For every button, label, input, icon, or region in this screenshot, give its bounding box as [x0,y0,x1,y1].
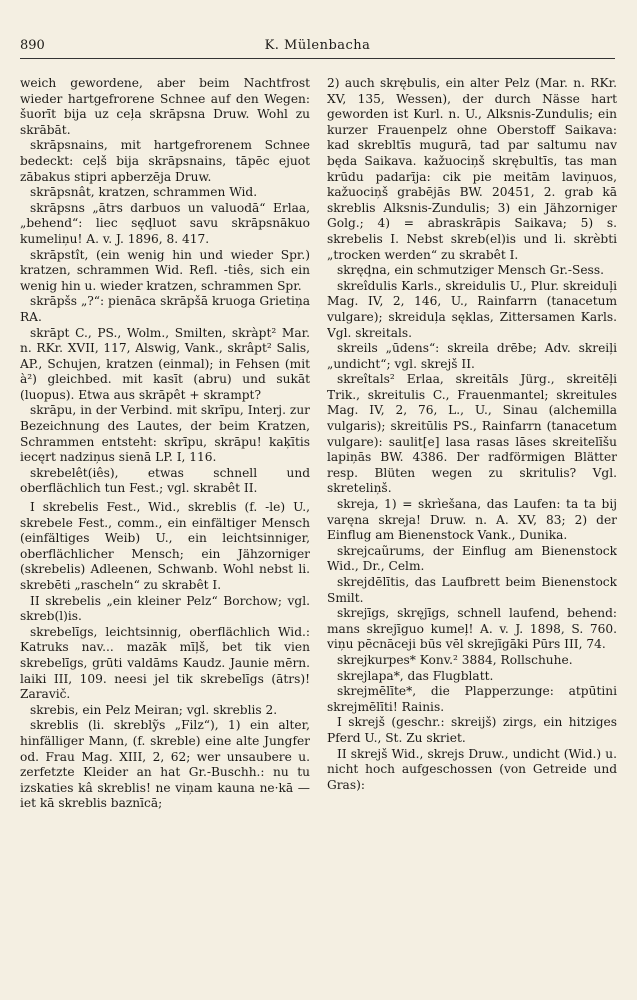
entry-continuation: weich gewordene, aber beim Nachtfrost wieder hartgefrorene Schnee auf den Wegen: šuorīt bija uz ceļa skrāpsna Druw. Wohl zu skrābāt. [20,76,310,137]
entry-skrejlapa: skrejlapa*, das Flugblatt. [337,668,494,683]
entry-skrejdelitis: skrejdēlītis, das Laufbrett beim Bienenstock Smilt. [327,575,617,605]
entry-skrapu: skrāpu, in der Verbind. mit skrīpu, Interj. zur Bezeichnung des Lautes, der beim Kratzen, Schrammen entsteht: skrīpu, skrāpu! kaķītis iecęrt nadziņus sienā LP. I, 116. [20,403,310,465]
entry-skreidulis: skreîdulis Karls., skreidulis U., Plur. skreiduļi Mag. IV, 2, 146, U., Rainfarrn (tanacetum vulgare); skreiduļa sęklas, Zittersamen Karls. Vgl. skreitals. [327,278,617,340]
entry-skrejkurpes: skrejkurpes* Konv.² 3884, Rollschuhe. [337,652,573,667]
entry-skrapt: skrāpt C., PS., Wolm., Smilten, skràpt² Mar. n. RKr. XVII, 117, Alswig, Vank., skrâpt² Salis, AP., Schujen, kratzen (einmal); in Fehsen (mit à²) gleichbed. mit kasīt (abru) und sukāt (luopus). Etwa aus skrāpêt + skrampt? [20,325,310,402]
entry-skrejcaurums: skrejcaũrums, der Einflug am Bienenstock Wid., Dr., Celm. [327,543,617,574]
entry-skrebelet: skrebelêt(iês), etwas schnell und oberflächlich tun Fest.; vgl. skrabêt II. [20,465,310,496]
entry-skrapsnains: skrāpsnains, mit hartgefrorenem Schnee bedeckt: ceļš bija skrāpsnains, tāpēc ejuot zābakus stipri apberzēja Druw. [20,138,310,184]
entry-skredna: skręḑna, ein schmutziger Mensch Gr.-Sess. [337,263,604,278]
entry-skrapstit: skrāpstît, (ein wenig hin und wieder Spr.) kratzen, schrammen Wid. Refl. -tiês, sich ein wenig hin u. wieder kratzen, schrammen Spr. [20,247,310,293]
entry-skreils: skreils „ūdens“: skreila drēbe; Adv. skreiļi „undicht“; vgl. skrejš II. [327,341,617,371]
right-column [327,76,617,976]
entry-skrapsnat: skrāpsnât, kratzen, schrammen Wid. [30,185,258,200]
entry-skrejmelite: skrejmēlīte*, die Plapperzunge: atpūtini skrejmēlīti! Rainis. [327,684,617,714]
entry-skrebis: skrebis, ein Pelz Meiran; vgl. skreblis 2. [30,702,278,717]
running-title: K. Mülenbacha [264,38,371,53]
page-number: 890 [20,38,45,53]
left-column [20,76,310,976]
entry-skreitals: skreîtals² Erlaa, skreitāls Jürg., skreitēļi Trik., skreitulis C., Frauenmantel; skreitules Mag. IV, 2, 76, L., U., Sinau (alchemilla vulgaris); skreitūlis PS., Rainfarrn (tanacetum vulgare): saulit[e] lasa rasas lāses skreitelīšu lapiņās BW. 4386. Der radförmigen Blätter resp. Blüten wegen zu skritulis? Vgl. skreteliņš. [327,372,617,496]
entry-continuation: 2) auch skrębulis, ein alter Pelz (Mar. n. RKr. XV, 135, Wessen), der durch Nässe hart geworden ist Kurl. n. U., Alksnis-Zundulis; ein kurzer Frauenpelz ohne Oberstoff Saikava: kad skrebltīs mugurā, tad par saltumu nav będa Saikava. kažuociņš skrębultīs, tas man krūdu padarīja: cik pie meitām laviņuos, kažuociņš grabējās BW. 20451, 2. grab kā skreblis Alksnis-Zundulis; 3) ein Jähzorniger Golg.; 4) = abraskrāpis Saikava; 5) s. skrebelis I. Nebst skreb(el)is und li. skrèbti „trocken werden“ zu skrabêt I. [327,76,617,262]
page-header [20,36,615,59]
entry-skrejs-1: I skrejš (geschr.: skreijš) zirgs, ein hitziges Pferd U., St. Zu skriet. [327,715,617,745]
entry-skrapss: skrāpšs „?“: pienāca skrāpšā kruoga Grietiņa RA. [20,294,310,324]
entry-skrapsns: skrāpsns „ātrs darbuos un valuodā“ Erlaa, „behend“: liec sęḑluot savu skrāpsnākuo kumeliņu! A. v. J. 1896, 8. 417. [20,200,310,246]
entry-skrejs-2: II skrejš Wid., skrejs Druw., undicht (Wid.) u. nicht hoch aufgeschossen (von Getreide und Gras): [327,746,617,792]
entry-skreja: skreja, 1) = skrìešana, das Laufen: ta ta bij varęna skreja! Druw. n. A. XV, 83; 2) der Einflug am Bienenstock Vank., Dunika. [327,497,617,543]
entry-skrebeligs: skrebelīgs, leichtsinnig, oberflächlich Wid.: Katruks nav... mazāk mīļš, bet tik vien skrebelīgs, grūti valdāms Kaudz. Jaunie mērn. laiki III, 109. neesi jel tik skrebelīgs (ātrs)! Zaravič. [20,624,310,702]
entry-skrebelis-2: II skrebelis „ein kleiner Pelz“ Borchow; vgl. skreb(l)is. [20,593,310,624]
entry-skreblis: skreblis (li. skreblỹs „Filz“), 1) ein alter, hinfälliger Mann, (f. skreble) eine alte Jungfer od. Frau Mag. XIII, 2, 62; wer unsaubere u. zerfetzte Kleider an hat Gr.-Buschh.: nu tu izskaties kâ skreblis! ne viņam kauna ne·kā — iet kā skreblis baznīcā; [20,718,310,811]
entry-skrejigs: skrejīgs, skręjīgs, schnell laufend, behend: mans skrejīguo kumeļ! A. v. J. 1898, S. 760. viņu pēcnāceji būs vēl skrejīgāki Pūrs III, 74. [327,606,617,652]
entry-skrebelis-1: I skrebelis Fest., Wid., skreblis (f. -le) U., skrebele Fest., comm., ein einfältiger Mensch (einfältiges Weib) U., ein leichtsinniger, oberflächlicher Mensch; ein Jähzorniger (skrebelis) Adleenen, Schwanb. Wohl nebst li. skrebēti „rascheln“ zu skrabêt I. [20,500,310,592]
